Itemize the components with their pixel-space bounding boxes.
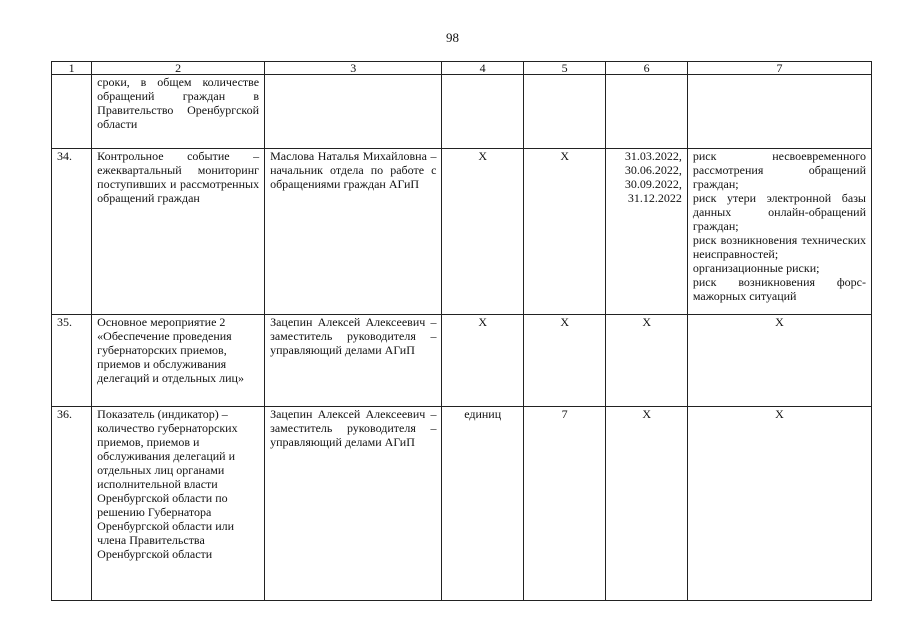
table-row [52, 149, 872, 315]
value-cell: Х [523, 149, 606, 315]
column-header: 3 [265, 62, 442, 75]
dates-cell: Х [606, 315, 687, 407]
event-name-cell: сроки, в общем количестве обращений граждан в Правительство Оренбургской области [92, 75, 265, 149]
event-name-cell: Основное мероприятие 2 «Обеспечение проведения губернаторских приемов, приемов и обслуживания делегаций и отдельных лиц» [92, 315, 265, 407]
column-header: 1 [52, 62, 92, 75]
table-row [52, 407, 872, 601]
dates-cell [606, 75, 687, 149]
unit-cell: Х [442, 315, 523, 407]
event-name-cell: Контрольное событие – ежеквартальный мониторинг поступивших и рассмотренных обращений граждан [92, 149, 265, 315]
table-row [52, 315, 872, 407]
responsible-cell: Маслова Наталья Михайловна – начальник отдела по работе с обращениями граждан АГиП [265, 149, 442, 315]
event-name-cell: Показатель (индикатор) – количество губернаторских приемов, приемов и обслуживания делегаций и отдельных лиц органами исполнительной власти Оренбургской области по решению Губернатора Оренбургской области или члена Правительства Оренбургской области [92, 407, 265, 601]
plan-table [51, 61, 872, 601]
column-header: 6 [606, 62, 687, 75]
risks-cell [687, 75, 871, 149]
risks-cell: Х [687, 315, 871, 407]
row-number-cell: 35. [52, 315, 92, 407]
risks-cell: риск несвоевременного рассмотрения обращений граждан; риск утери электронной базы данных онлайн-обращений граждан; риск возникновения технических неисправностей; организационные риски; риск возникновения форс-мажорных ситуаций [687, 149, 871, 315]
unit-cell: единиц [442, 407, 523, 601]
value-cell: Х [523, 315, 606, 407]
dates-cell: Х [606, 407, 687, 601]
column-header: 2 [92, 62, 265, 75]
unit-cell: Х [442, 149, 523, 315]
responsible-cell: Зацепин Алексей Алексеевич – заместитель руководителя – управляющий делами АГиП [265, 407, 442, 601]
row-number-cell [52, 75, 92, 149]
unit-cell [442, 75, 523, 149]
column-header: 5 [523, 62, 606, 75]
value-cell: 7 [523, 407, 606, 601]
row-number-cell: 34. [52, 149, 92, 315]
responsible-cell [265, 75, 442, 149]
column-header: 4 [442, 62, 523, 75]
header-row [52, 62, 872, 75]
risks-cell: Х [687, 407, 871, 601]
responsible-cell: Зацепин Алексей Алексеевич – заместитель руководителя – управляющий делами АГиП [265, 315, 442, 407]
value-cell [523, 75, 606, 149]
column-header: 7 [687, 62, 871, 75]
dates-cell: 31.03.2022, 30.06.2022, 30.09.2022, 31.12.2022 [606, 149, 687, 315]
page-number: 98 [446, 30, 459, 45]
row-number-cell: 36. [52, 407, 92, 601]
table-row [52, 75, 872, 149]
